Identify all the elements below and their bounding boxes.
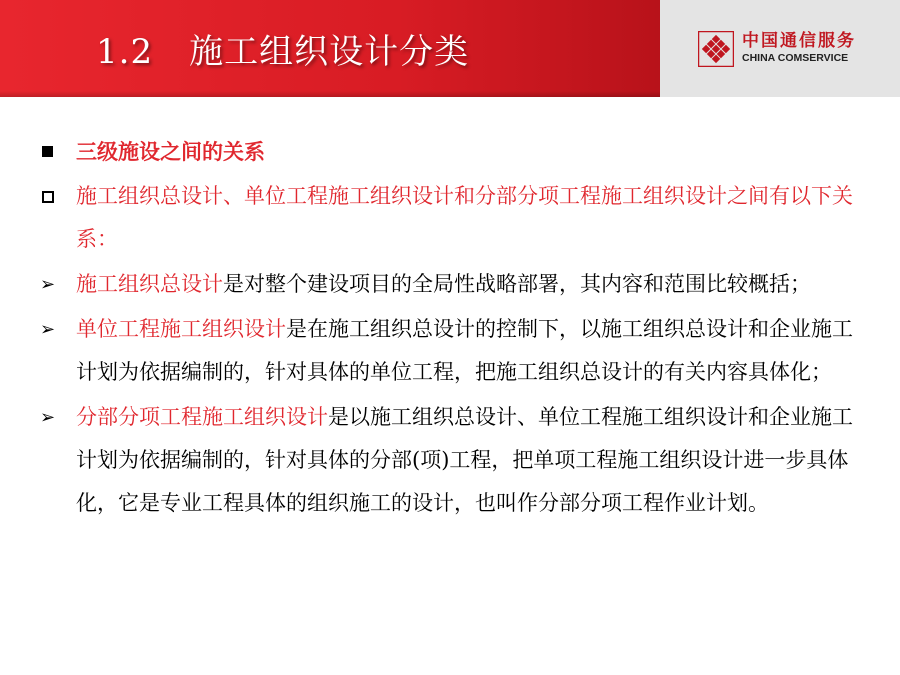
bullet-heading (40, 130, 860, 173)
slide-body (40, 130, 860, 527)
bullet-text (76, 308, 860, 394)
logo-chinese-name: 中国通信服务 (742, 31, 856, 52)
filled-square-bullet-icon (42, 146, 53, 157)
bullet-term: 分部分项工程施工组织设计 (76, 405, 328, 429)
bullet-item (40, 396, 860, 525)
arrow-bullet-icon: ➢ (40, 319, 56, 340)
bullet-description: 是以施工组织总设计、单位工程施工组织设计和企业施工计划为依据编制的，针对具体的分部(项)工程，把单项工程施工组织设计进一步具体化，它是专业工程具体的组织施工的设计，也叫作分部分项工程作业计划。 (76, 405, 853, 515)
title-banner (0, 0, 660, 97)
bullet-description: 是对整个建设项目的全局性战略部署，其内容和范围比较概括； (223, 272, 811, 296)
slide-header (0, 0, 900, 97)
arrow-bullet-icon: ➢ (40, 407, 56, 428)
bullet-term: 单位工程施工组织设计 (76, 317, 286, 341)
bullet-term: 施工组织总设计 (76, 272, 223, 296)
open-square-bullet-icon (42, 191, 54, 203)
china-comservice-logo-icon (698, 31, 734, 67)
logo-area (660, 0, 900, 97)
slide-title (96, 24, 469, 73)
bullet-text (76, 396, 860, 525)
bullet-text: 三级施设之间的关系 (76, 139, 265, 164)
section-number: 1.2 (96, 32, 154, 72)
bullet-description: 是在施工组织总设计的控制下，以施工组织总设计和企业施工计划为依据编制的，针对具体的单位工程，把施工组织总设计的有关内容具体化； (76, 317, 853, 384)
logo-text (742, 33, 856, 64)
bullet-intro (40, 175, 860, 261)
bullet-text (76, 263, 860, 306)
title-text: 施工组织设计分类 (189, 32, 470, 72)
bullet-text: 施工组织总设计、单位工程施工组织设计和分部分项工程施工组织设计之间有以下关系： (76, 184, 853, 251)
bullet-item (40, 263, 860, 306)
logo-english-name: CHINA COMSERVICE (742, 52, 849, 65)
bullet-item (40, 308, 860, 394)
arrow-bullet-icon: ➢ (40, 274, 56, 295)
